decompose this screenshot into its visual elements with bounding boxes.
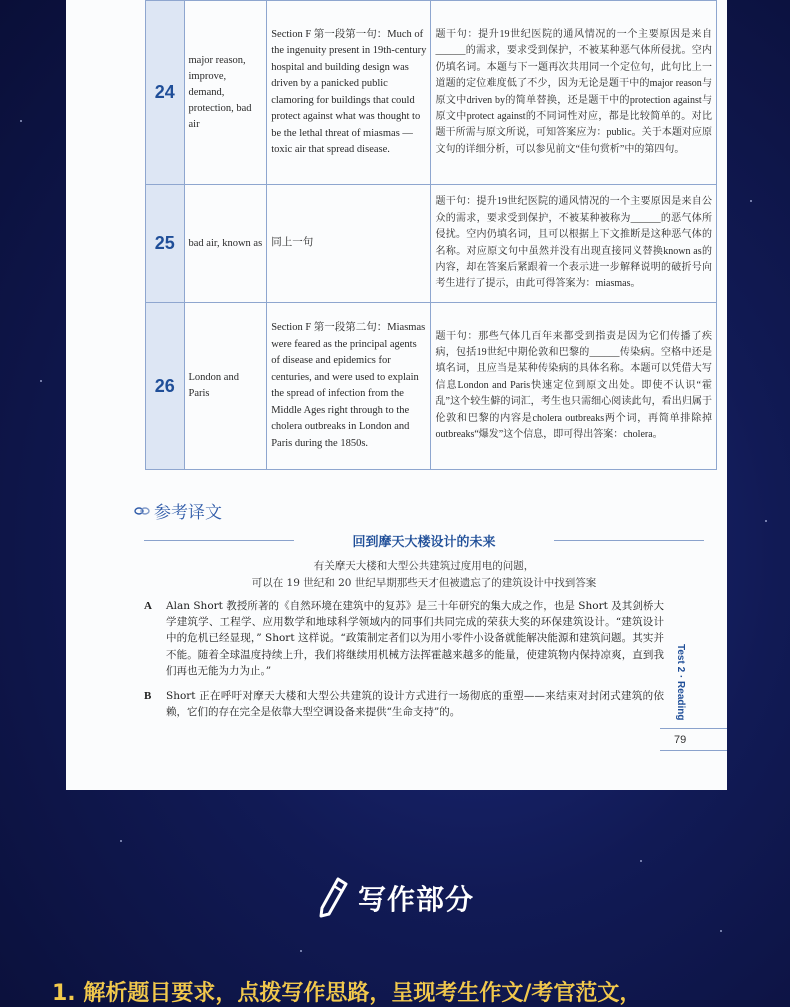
- star-decoration: [40, 380, 42, 382]
- star-decoration: [120, 840, 122, 842]
- star-decoration: [20, 120, 22, 122]
- keywords-cell: bad air, known as: [184, 185, 267, 303]
- paragraph-label: B: [144, 690, 152, 702]
- writing-section-title: 写作部分: [357, 883, 474, 916]
- article-title-row: [144, 530, 704, 550]
- paragraph-label: A: [144, 600, 152, 612]
- analysis-cell: 题干句：提升19世纪医院的通风情况的一个主要原因是来自公众的需求，要求受到保护，不被某种被称为______的恶气体所侵扰。空内仍填名词，且可以根据上下文推断是这种恶气体的名称。对应原文句中虽然并没有出现直接同义替换known as的内容，却在答案后紧跟着一个表示进一步解释说明的破折号向考生进行了提示，由此可得答案为：miasmas。: [431, 185, 717, 303]
- table-row: [146, 185, 717, 303]
- keywords-cell: London and Paris: [184, 303, 267, 470]
- pen-icon: [316, 876, 350, 920]
- keywords-cell: major reason, improve, demand, protection, bad air: [184, 1, 267, 185]
- bottom-feature-text: 1. 解析题目要求，点拨写作思路，呈现考生作文/考官范文，: [52, 981, 642, 1006]
- article-subtitle-line-2: 可以在 19 世纪和 20 世纪早期那些天才但被遗忘了的建筑设计中找到答案: [251, 577, 597, 589]
- star-decoration: [640, 860, 642, 862]
- star-decoration: [300, 950, 302, 952]
- section-heading: [134, 498, 222, 523]
- section-title: 参考译文: [154, 503, 222, 523]
- book-page: [66, 0, 727, 790]
- source-cell: 同上一句: [267, 185, 431, 303]
- chain-link-icon: [134, 505, 150, 517]
- source-cell: Section F 第一段第二句：Miasmas were feared as the principal agents of disease and epidemics for centuries, and were used to explain the spread of infection from the Middle Ages right through to the cholera outbreaks in London and Paris during the 1850s.: [267, 303, 431, 470]
- source-cell: Section F 第一段第一句：Much of the ingenuity present in 19th-century hospital and building design was driven by a panicked public clamoring for buildings that could protect against what was thought to be the lethal threat of miasmas — toxic air that spread disease.: [267, 1, 431, 185]
- question-number: 24: [146, 1, 185, 185]
- star-decoration: [750, 200, 752, 202]
- paragraph-text: Short 正在呼吁对摩天大楼和大型公共建筑的设计方式进行一场彻底的重塑——来结束对封闭式建筑的依赖，它们的存在完全是依靠大型空调设备来提供“生命支持”的。: [166, 690, 664, 719]
- article-subtitle-line-1: 有关摩天大楼和大型公共建筑过度用电的问题，: [313, 560, 535, 572]
- paragraph-b: [144, 688, 664, 720]
- star-decoration: [720, 930, 722, 932]
- side-label: Test 2 · Reading: [675, 644, 686, 721]
- article-title: 回到摩天大楼设计的未来: [352, 535, 496, 550]
- analysis-cell: 题干句：提升19世纪医院的通风情况的一个主要原因是来自______的需求，要求受到保护，不被某种恶气体所侵扰。空内仍填名词。本题与下一题再次共用同一个定位句，此句比上一道题的定位难度低了不少，因为无论是题干中的major reason与原文中driven by的简单替换，还是题干中的protection against与原文中protect against的不同词性对应，都是比较简单的。对比题干所需与原文所说，可知答案应为：public。关于本题对应原文句的详细分析，可以参见前文“佳句赏析”中的第四句。: [431, 1, 717, 185]
- analysis-cell: 题干句：那些气体几百年来都受到指责是因为它们传播了疾病，包括19世纪中期伦敦和巴黎的______传染病。空格中还是填名词，且应当是某种传染病的具体名称。本题可以凭借大写信息London and Paris快速定位到原文出处。即使不认识“霍乱”这个较生僻的词汇，考生也只需细心阅读此句，看出归属于伦敦和巴黎的内容是cholera outbreaks两个词，再简单排除掉outbreaks“爆发”这个信息，即可得出答案：cholera。: [431, 303, 717, 470]
- page-number: 79: [674, 734, 687, 746]
- question-number: 26: [146, 303, 185, 470]
- star-decoration: [765, 520, 767, 522]
- page-number-rule: [660, 728, 727, 729]
- page-number-rule: [660, 750, 727, 751]
- table-row: [146, 303, 717, 470]
- question-number: 25: [146, 185, 185, 303]
- writing-section-heading: [0, 876, 790, 920]
- answer-analysis-table: [145, 0, 717, 470]
- paragraph-text: Alan Short 教授所著的《自然环境在建筑中的复苏》是三十年研究的集大成之作，也是 Short 及其剑桥大学建筑学、工程学、应用数学和地球科学领域内的同事们共同完成的荣获大奖的环保建筑设计。“建筑设计中的危机已经显现，” Short 这样说。“政策制定者们以为用小零件小设备就能解决能源和建筑问题。其实并不能。随着全球温度持续上升，我们将继续用机械方法挥霍越来越多的能量，使建筑物内保持凉爽，直到我们再也无能为力为止。”: [166, 600, 664, 677]
- paragraph-a: [144, 598, 664, 679]
- table-row: [146, 1, 717, 185]
